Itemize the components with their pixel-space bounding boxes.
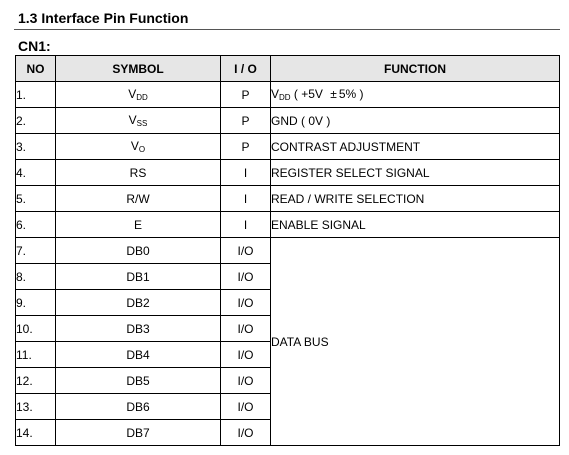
pin-symbol: DB6 (56, 394, 221, 420)
pin-function: ENABLE SIGNAL (271, 212, 560, 238)
pin-symbol: E (56, 212, 221, 238)
pin-io: I/O (221, 290, 271, 316)
pin-number: 9. (16, 290, 56, 316)
pin-symbol: DB0 (56, 238, 221, 264)
symbol-main: V (128, 113, 137, 127)
pin-function: READ / WRITE SELECTION (271, 186, 560, 212)
pin-io: I (221, 160, 271, 186)
title-divider (14, 29, 560, 30)
pin-symbol: DB5 (56, 368, 221, 394)
header-function: FUNCTION (271, 56, 560, 82)
symbol-subscript: DD (136, 93, 148, 102)
pin-symbol (56, 134, 221, 160)
pin-number: 12. (16, 368, 56, 394)
pin-symbol: R/W (56, 186, 221, 212)
pin-io: I/O (221, 394, 271, 420)
function-voltage: ( +5V (290, 87, 327, 101)
pin-function: GND ( 0V ) (271, 108, 560, 134)
pin-number: 7. (16, 238, 56, 264)
pin-number: 13. (16, 394, 56, 420)
pin-io: I/O (221, 342, 271, 368)
pin-number: 14. (16, 420, 56, 446)
pin-function: CONTRAST ADJUSTMENT (271, 134, 560, 160)
pin-io: P (221, 108, 271, 134)
pin-io: I/O (221, 420, 271, 446)
pin-number: 11. (16, 342, 56, 368)
pin-number: 6. (16, 212, 56, 238)
symbol-main: V (128, 87, 137, 101)
function-subscript: DD (279, 93, 291, 102)
pin-io: I/O (221, 316, 271, 342)
pin-io: I/O (221, 238, 271, 264)
pin-symbol: DB7 (56, 420, 221, 446)
pin-number: 8. (16, 264, 56, 290)
table-row (16, 134, 560, 160)
pin-symbol: DB1 (56, 264, 221, 290)
pin-symbol: DB2 (56, 290, 221, 316)
pin-io: P (221, 82, 271, 108)
pin-function (271, 82, 560, 108)
connector-caption: CN1: (18, 38, 51, 54)
table-row (16, 108, 560, 134)
pin-function-table (15, 55, 560, 446)
symbol-main: V (130, 139, 139, 153)
header-symbol: SYMBOL (56, 56, 221, 82)
section-title: 1.3 Interface Pin Function (18, 10, 189, 26)
pin-io: P (221, 134, 271, 160)
pin-io: I (221, 186, 271, 212)
table-row (16, 212, 560, 238)
table-row (16, 186, 560, 212)
pin-symbol: DB3 (56, 316, 221, 342)
data-bus-function: DATA BUS (271, 238, 560, 446)
function-tolerance: 5% ) (338, 87, 364, 101)
symbol-subscript: O (138, 145, 146, 154)
table-row (16, 160, 560, 186)
pin-symbol (56, 108, 221, 134)
plus-minus-symbol: ± (330, 87, 337, 101)
pin-number: 4. (16, 160, 56, 186)
pin-number: 1. (16, 82, 56, 108)
symbol-subscript: SS (136, 119, 148, 128)
pin-io: I/O (221, 264, 271, 290)
table-row (16, 238, 560, 264)
pin-io: I/O (221, 368, 271, 394)
pin-function: REGISTER SELECT SIGNAL (271, 160, 560, 186)
pin-io: I (221, 212, 271, 238)
table-header-row (16, 56, 560, 82)
pin-symbol: RS (56, 160, 221, 186)
table-row (16, 82, 560, 108)
function-main: V (271, 87, 280, 101)
header-no: NO (16, 56, 56, 82)
pin-symbol: DB4 (56, 342, 221, 368)
pin-number: 10. (16, 316, 56, 342)
pin-symbol (56, 82, 221, 108)
pin-number: 2. (16, 108, 56, 134)
pin-number: 3. (16, 134, 56, 160)
header-io: I / O (221, 56, 271, 82)
pin-number: 5. (16, 186, 56, 212)
